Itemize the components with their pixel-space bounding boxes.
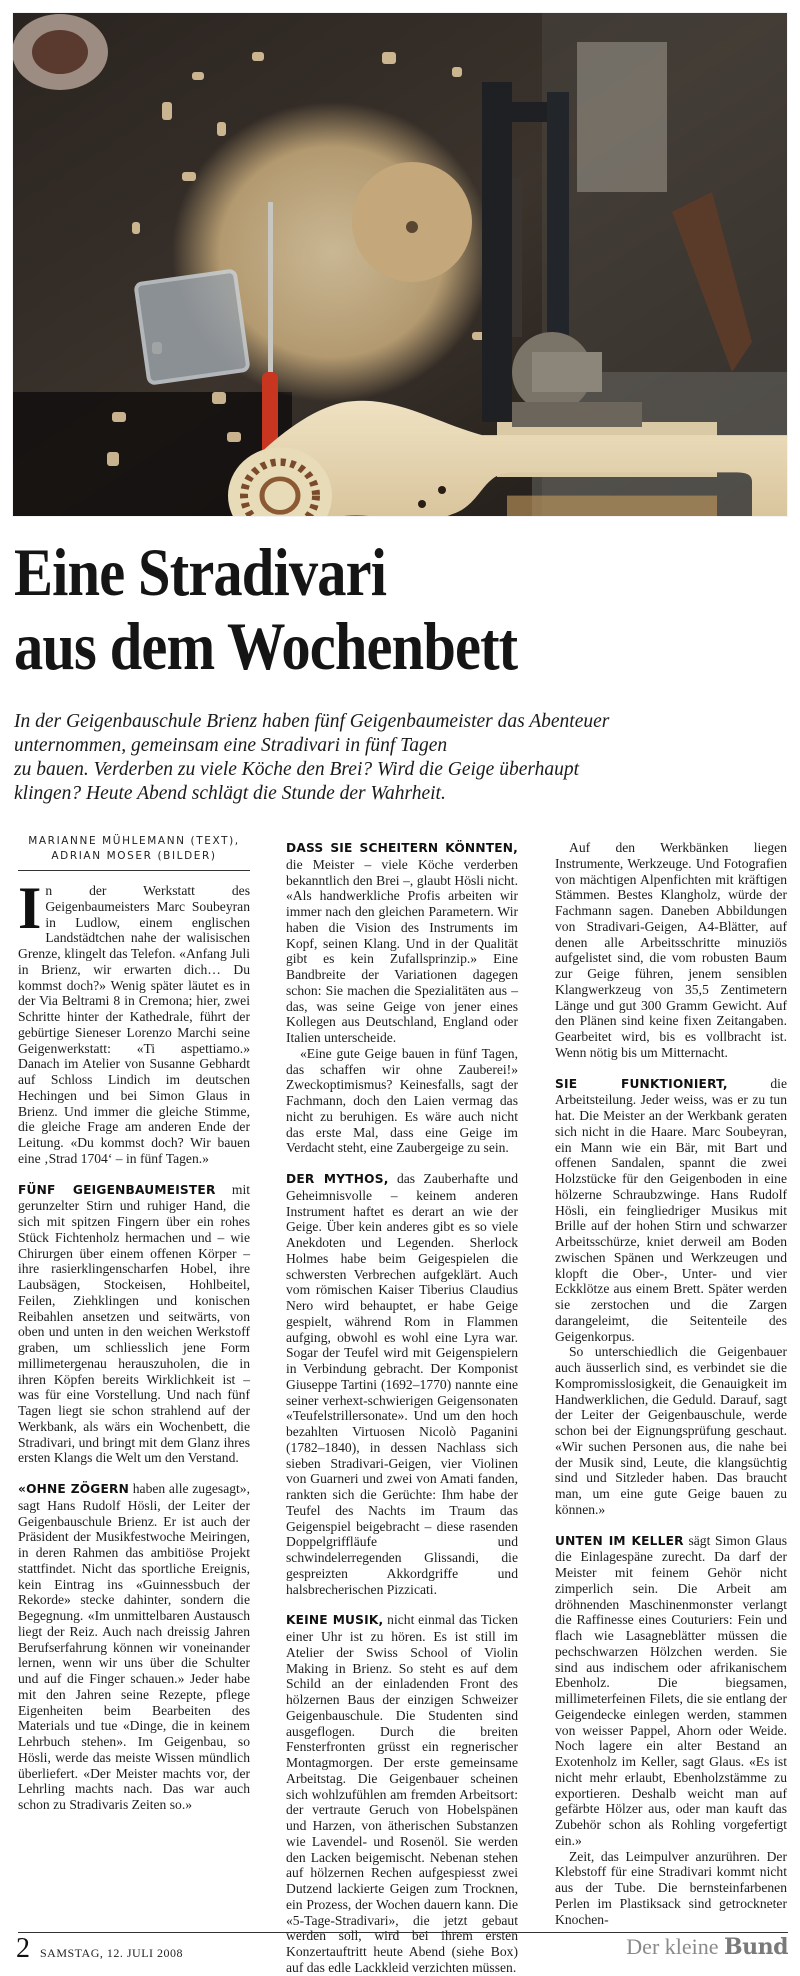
- lead-line: In der Geigenbauschule Brienz haben fünf Geigenbaumeister das Abenteuer: [14, 711, 610, 732]
- paragraph: [286, 840, 518, 1046]
- headline: [14, 535, 685, 683]
- brand-prefix: Der kleine: [626, 1934, 719, 1959]
- paragraph: [18, 1182, 250, 1467]
- section-kicker: DASS SIE SCHEITERN KÖNNTEN,: [286, 841, 518, 855]
- paragraph-text: mit gerunzelter Stirn und ruhiger Hand, die sich mit spitzen Fingern über ein rohes Stück Fichtenholz hermachen und – wie Chirurgen über einem offenen Körper – ihre rasierklingenscharfen Hobel, ihre Laubsägen, Stockeisen, Hohlbeitel, Feilen, Ziehklingen und konischen Reibahlen ansetzen und seitwärts, von oben und unten in den weichen Werkstoff graben, um schliesslich jene Form millimetergenau herauszuholen, die in ihren Köpfen bereits Wirklichkeit ist – was für eine Vorstellung. Und nach fünf Tagen liegt sie schon strahlend auf der Werkbank, als wärs ein Wochenbett, die Stradivari, und bringt mit dem Glanz ihres ersten Klangs die Welt um den Verstand.: [18, 1181, 250, 1466]
- paragraph: [286, 1046, 518, 1156]
- workbench-scroll-image: [12, 12, 788, 517]
- drop-cap: I: [18, 875, 42, 941]
- brand-logo-name: Bund: [724, 1934, 788, 1960]
- issue-date: SAMSTAG, 12. JULI 2008: [40, 1946, 184, 1960]
- column-1: [18, 830, 250, 1813]
- lead-line: klingen? Heute Abend schlägt die Stunde der Wahrheit.: [14, 783, 446, 804]
- headline-line-1: Eine Stradivari: [14, 534, 387, 610]
- lead-paragraph: [14, 710, 654, 806]
- headline-line-2: aus dem Wochenbett: [14, 608, 518, 684]
- paragraph-text: die Meister – viele Köche verderben bekanntlich den Brei –, glaubt Hösli nicht. «Als handwerkliche Profis arbeiten wir immer nach den gleichen Parametern. Wir haben die Vision des Instruments im Kopf, seinen Klang. Und in der Qualität gibt es kein Zufallsprinzip.» Eine Bandbreite der Variationen dagegen schon: Sie machen die Spezialitäten aus – das, was seine Geige von jener eines Kollegen aus Deutschland, England oder Italien unterscheide.: [286, 856, 518, 1045]
- page-number: 2: [16, 1933, 30, 1964]
- paragraph: [555, 1533, 787, 1849]
- lead-line: zu bauen. Verderben zu viele Köche den Brei? Wird die Geige überhaupt: [14, 759, 580, 780]
- paragraph-text: das Zauberhafte und Geheimnisvolle – keinem anderen Instrument haftet es derart an wie der Geige. Über kein anderes gibt es so viele Anekdoten und Legenden. Sherlock Holmes habe beim Geigespielen die schwersten Verbrechen aufgeklärt. Auch vom römischen Kaiser Tiberius Claudius Nero wird behauptet, er habe Geige gespielt, während Rom in Flammen aufging, obwohl es wohl eine Lyra war. Sogar der Teufel wird mit Geigenspielern in Verbindung gebracht. Der Komponist Giuseppe Tartini (1692–1770) nannte eine seiner verhext-schwierigen Geigensonaten «Teufelstrillersonate». Und um den hoch bezahlten Virtuosen Nicolò Paganini (1782–1840), in dessen Nachlass sich sieben Stradivari-Geigen, vier Violinen von Guarneri und zwei von Amati fanden, rankten sich die Gerüchte: Ihm habe der Teufel des Nachts im Traum das Geigenspiel beigebracht – diese rasenden Doppelgriffläufe und schwindelerregenden Glissandi, die gespreizten Akkordgriffe und halsbrecherischen Pizzicati.: [286, 1171, 518, 1597]
- paragraph-text: haben alle zugesagt», sagt Hans Rudolf Hösli, der Leiter der Geigenbauschule Brienz. Er ist auch der Präsident der Musikfestwoche Meiringen, in deren Rahmen das ambitiöse Projekt stattfindet. Nicht das sportliche Ereignis, kein Eintrag ins «Guinnessbuch der Rekorde» stecke dahinter, sondern die Begegnung. «Im unmittelbaren Austausch liegt der Reiz. Auch nach dreissig Jahren Berufserfahrung können wir voneinander lernen, wenn wir uns über die Schulter und auf die Finger schauen.» Jeder habe mit den Jahren seine Rezepte, pflege Eigenheiten beim Bearbeiten des Materials und tue «Dinge, die in keinem Lehrbuch stehen». Im Geigenbau, so Hösli, werde das meiste Wissen mündlich überliefert. «Der Meister machts vor, der Lehrling machts nach. Das war auch schon zu Stradivaris Zeiten so.»: [18, 1481, 250, 1812]
- column-3: [555, 830, 787, 1927]
- section-kicker: DER MYTHOS,: [286, 1172, 389, 1186]
- paragraph: [18, 875, 250, 1167]
- byline-photographer: ADRIAN MOSER (BILDER): [51, 850, 217, 862]
- paragraph-text: die Arbeitsteilung. Jeder weiss, was er zu tun hat. Die Meister an der Werkbank geraten sich nicht in die Haare. Marc Soubeyran, ein Mann wie ein Bär, mit Bart und offenen Sandalen, spannt die zwei Holzstücke für den Geigenboden in eine hölzerne Schraubzwinge. Hans Rudolf Hösli, ein feingliedriger Musikus mit Brille auf der hohen Stirn und schwarzer Arbeitsschürze, kniet derweil am Boden zwischen Spänen und Werkzeugen und klopft die Ober-, Unter- und vier Eckklötze aus einem Brett. Später werden sie zerstochen und die Zargen darangeleimt, die Seitenteile des Geigenkorpus.: [555, 1075, 787, 1344]
- paragraph-text: Zeit, das Leimpulver anzurühren. Der Klebstoff für eine Stradivari kommt nicht aus der Tube. Die bernsteinfarbenen Perlen im Plastiksack sind getrockneter Knochen-: [555, 1848, 787, 1927]
- byline: [18, 834, 250, 871]
- paragraph: [18, 1481, 250, 1813]
- paragraph: [286, 1612, 518, 1975]
- footer-divider: [18, 1932, 788, 1933]
- paragraph-text: So unterschiedlich die Geigenbauer auch äusserlich sind, es verbindet sie die Kompromisslosigkeit, die Genauigkeit im Handwerklichen, die Geduld. Darauf, sagt der Leiter der Geigenbauschule, werde schon bei der Eignungsprüfung geschaut. «Wir suchen Personen aus, die nahe bei der Musik sind, Leute, die klangsüchtig sind und Sitzleder haben. Das braucht man, um eine gute Geige bauen zu können.»: [555, 1344, 787, 1517]
- paragraph: [555, 840, 787, 1061]
- paragraph: [555, 1076, 787, 1345]
- section-kicker: FÜNF GEIGENBAUMEISTER: [18, 1182, 216, 1197]
- section-kicker: «OHNE ZÖGERN: [18, 1482, 130, 1496]
- byline-author: MARIANNE MÜHLEMANN (TEXT),: [28, 835, 240, 847]
- article-photo: [12, 12, 788, 517]
- column-2: [286, 830, 518, 1976]
- paragraph-text: n der Werkstatt des Geigenbaumeisters Marc Soubeyran in Ludlow, einem englischen Landstädtchen nahe der walisischen Grenze, klingelt das Telefon. «Anfang Juli in Brienz, wir erwarten dich… Du kommst doch?» Wenig später läutet es in der Via Beltrami 8 in Cremona; hier, zwei Schritte hinter der Kathedrale, führt der gebürtige Sieneser Lorenzo Marchi seine Geigenwerkstatt: «Ti aspettiamo.» Danach im Atelier von Susanne Gebhardt auf Schloss Lindich im deutschen Hechingen und bei Simon Glaus in Brienz. Und immer die gleiche Stimme, die gleiche Frage am anderen Ende der Leitung. «Du kommst doch? Wir bauen eine ‚Strad 1704‘ – in fünf Tagen.»: [18, 883, 250, 1166]
- paragraph-text: Auf den Werkbänken liegen Instrumente, Werkzeuge. Und Fotografien von mächtigen Alpenfichten mit kräftigen Stämmen. Bestes Klangholz, würde der Fachmann sagen. Daneben Abbildungen von Stradivari-Geigen, A4-Blätter, auf denen alle Arbeitsschritte minuziös aufgelistet sind, die vom robusten Baum zur Geige führen, jenem sensiblen Klangwerkzeug von 35,5 Zentimetern Länge und gut 300 Gramm Gewicht. Auf den Plänen sind keine fixen Zeitangaben. Gearbeitet wird, bis es vollbracht ist. Wenn nötig bis um Mitternacht.: [555, 840, 787, 1060]
- paragraph: [555, 1344, 787, 1517]
- paragraph-text: sägt Simon Glaus die Einlagespäne zurecht. Da darf der Meister mit feinem Gehör nicht zimperlich sein. Die Arbeit am dröhnenden Maschinenmonster verlangt die Raffinesse eines Couturiers: Fein und flach wie Lasagneblätter müssen die pechschwarzen Hölzchen werden. Sie sind aus indischem oder afrikanischem Ebenholz. Die biegsamen, millimeterfeinen Filets, die sie entlang der Geigendecke einlegen werden, stammen von weisser Pappel, Ahorn oder Weide. Noch lagere ein alter Bestand an Exotenholz im Keller, sagt Glaus. «Es ist nicht mehr erlaubt, Ebenholzstämme zu exportieren. Deshalb weicht man auf gefärbte Hölzer aus, oder man kauft das Zubehör schon als Rohling vorgefertigt ein.»: [555, 1532, 787, 1848]
- section-kicker: KEINE MUSIK,: [286, 1613, 384, 1628]
- paragraph-text: nicht einmal das Ticken einer Uhr ist zu hören. Es ist still im Atelier der Swiss School of Violin Making in Brienz. So steht es auf dem Schild an der einladenden Front des hölzernen Baus der einzigen Schweizer Geigenbauschule. Die Studenten sind ausgeflogen. Durch die breiten Fensterfronten grüsst ein regnerischer Montagmorgen. Der erste gemeinsame Arbeitstag. Die Geigenbauer scheinen sich wohlzufühlen am fremden Arbeitsort: der vertraute Geruch von Hobelspänen und Harzen, von ätherischen Substanzen wie Lavendel- und Rosenöl. Sie werden den Lacken beigemischt. Nebenan stehen auf hölzernen Rechen aufgespiesst zwei Dutzend lackierte Geigen zum Trocknen, ein Prozess, der Wochen dauern kann. Die «5-Tage-Stradivari», die jetzt gebaut werden soll, wird bei ihrem ersten Konzertauftritt heute Abend (siehe Box) auf das edle Lackkleid verzichten müssen.: [286, 1612, 518, 1975]
- paragraph: [555, 1849, 787, 1928]
- newspaper-brand: [626, 1934, 788, 1960]
- section-kicker: UNTEN IM KELLER: [555, 1533, 684, 1548]
- paragraph: [286, 1171, 518, 1597]
- lead-line: unternommen, gemeinsam eine Stradivari in fünf Tagen: [14, 735, 448, 756]
- section-kicker: SIE FUNKTIONIERT,: [555, 1076, 728, 1091]
- paragraph-text: «Eine gute Geige bauen in fünf Tagen, das schaffen wir ohne Zauberei!» Zweckoptimismus? Keinesfalls, sagt der Fachmann, doch den Laien vermag das nicht zu beruhigen. Es wäre auch nicht das erste Mal, dass eine Geige im Verdacht steht, eine Zaubergeige zu sein.: [286, 1045, 518, 1156]
